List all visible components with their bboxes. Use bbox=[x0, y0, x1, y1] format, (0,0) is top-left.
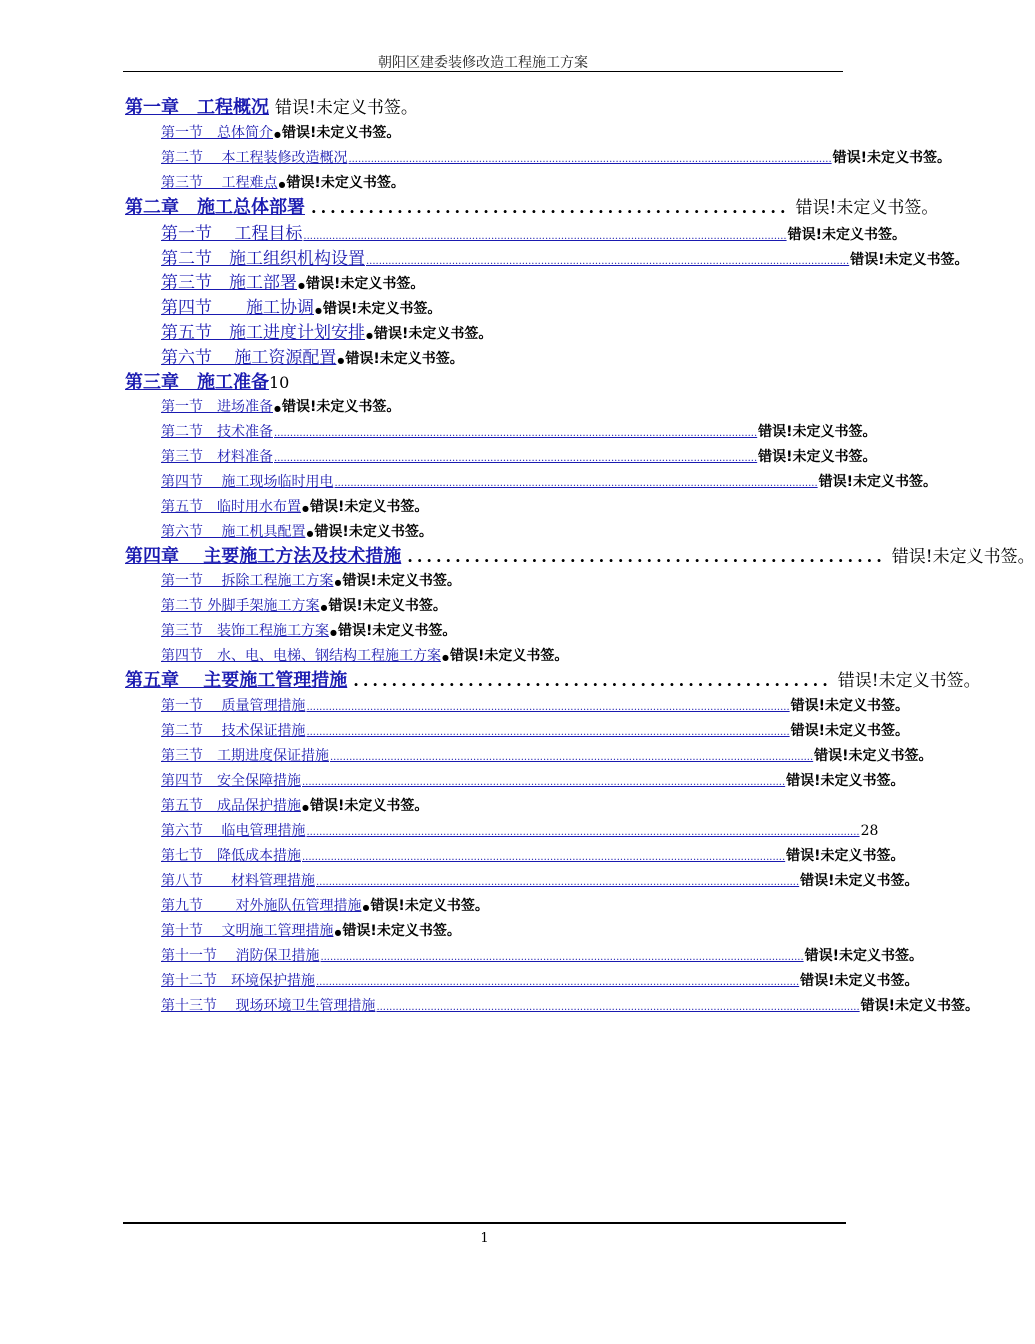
toc-entry-ref: 错误!未定义书签。 bbox=[795, 198, 939, 218]
toc-entry-ref: 错误!未定义书签。 bbox=[328, 598, 447, 614]
toc-entry-label[interactable]: 第一章 工程概况 bbox=[125, 97, 269, 118]
toc-section-3-5[interactable]: 第五节 临时用水布置 ● 错误!未定义书签。 bbox=[161, 496, 428, 516]
toc-section-5-5[interactable]: 第五节 成品保护措施 ● 错误!未定义书签。 bbox=[161, 795, 428, 815]
toc-entry-ref: 错误!未定义书签。 bbox=[309, 499, 429, 515]
toc-dot-leader: ........................................................................................................................................................ bbox=[376, 1002, 860, 1013]
toc-entry-label[interactable]: 第五章 主要施工管理措施 bbox=[125, 670, 348, 691]
toc-entry-label[interactable]: 第四节 施工现场临时用电 bbox=[161, 474, 334, 490]
toc-section-5-6[interactable] bbox=[161, 820, 879, 840]
toc-section-5-1[interactable] bbox=[161, 695, 910, 715]
toc-section-1-1[interactable]: 第一节 总体简介 ● 错误!未定义书签。 bbox=[161, 122, 400, 142]
toc-entry-label[interactable]: 第八节 材料管理措施 bbox=[161, 873, 315, 889]
toc-entry-label[interactable]: 第十节 文明施工管理措施 bbox=[161, 923, 334, 939]
toc-section-5-10[interactable]: 第十节 文明施工管理措施 ● 错误!未定义书签。 bbox=[161, 920, 461, 940]
toc-section-5-8[interactable] bbox=[161, 870, 919, 890]
toc-entry-ref: 错误!未定义书签。 bbox=[373, 326, 493, 342]
toc-entry-label[interactable]: 第四章 主要施工方法及技术措施 bbox=[125, 546, 402, 567]
toc-dot-leader: ........................................................................................................................................................ bbox=[330, 752, 814, 763]
toc-entry-label[interactable]: 第七节 降低成本措施 bbox=[161, 848, 301, 864]
toc-entry-ref: 错误!未定义书签。 bbox=[758, 449, 877, 465]
toc-entry-ref: 错误!未定义书签。 bbox=[818, 474, 938, 490]
toc-section-5-3[interactable] bbox=[161, 745, 933, 765]
toc-section-4-2[interactable]: 第二节 外脚手架施工方案 ● 错误!未定义书签。 bbox=[161, 595, 447, 615]
toc-entry-ref: 错误!未定义书签。 bbox=[786, 773, 905, 789]
toc-dot-leader: ........................................................................................................................................................ bbox=[306, 727, 790, 738]
toc-entry-ref: 错误!未定义书签。 bbox=[322, 301, 442, 317]
toc-section-5-13[interactable] bbox=[161, 995, 980, 1015]
toc-entry-ref: 错误!未定义书签。 bbox=[790, 723, 910, 739]
toc-entry-label[interactable]: 第二节 外脚手架施工方案 bbox=[161, 598, 320, 614]
toc-section-3-3[interactable] bbox=[161, 446, 877, 466]
toc-entry-label[interactable]: 第五节 成品保护措施 bbox=[161, 798, 301, 814]
toc-dot-leader: ........................................................................................................................................................ bbox=[302, 852, 786, 863]
toc-entry-ref: 错误!未定义书签。 bbox=[787, 227, 906, 243]
toc-entry-label[interactable]: 第四节 水、电、电梯、钢结构工程施工方案 bbox=[161, 648, 441, 664]
toc-entry-ref: 错误!未定义书签。 bbox=[281, 399, 401, 415]
toc-chapter-3[interactable] bbox=[125, 368, 289, 394]
toc-entry-ref: 错误!未定义书签。 bbox=[800, 873, 919, 889]
toc-section-3-2[interactable] bbox=[161, 421, 877, 441]
toc-chapter-4[interactable] bbox=[125, 542, 1035, 568]
toc-entry-ref: 错误!未定义书签。 bbox=[286, 175, 405, 191]
running-header: 朝阳区建委装修改造工程施工方案 bbox=[378, 55, 588, 71]
toc-chapter-1[interactable] bbox=[125, 93, 418, 119]
toc-dot-leader: ........................................................................................................................................................ bbox=[274, 453, 758, 464]
toc-entry-label[interactable]: 第六节 施工机具配置 bbox=[161, 524, 306, 540]
toc-entry-label[interactable]: 第二节 施工组织机构设置 bbox=[161, 249, 365, 269]
toc-section-5-4[interactable] bbox=[161, 770, 905, 790]
toc-entry-ref: 错误!未定义书签。 bbox=[832, 150, 952, 166]
toc-entry-label[interactable]: 第三章 施工准备 bbox=[125, 372, 269, 393]
toc-section-3-4[interactable] bbox=[161, 471, 938, 491]
toc-entry-label[interactable]: 第六节 临电管理措施 bbox=[161, 823, 306, 839]
toc-entry-ref: 错误!未定义书签。 bbox=[786, 848, 905, 864]
toc-entry-label[interactable]: 第四节 安全保障措施 bbox=[161, 773, 301, 789]
toc-entry-label[interactable]: 第二节 技术准备 bbox=[161, 424, 273, 440]
footer-rule bbox=[123, 1222, 846, 1224]
toc-section-5-11[interactable] bbox=[161, 945, 924, 965]
toc-dot-leader: .................................................. bbox=[311, 198, 790, 217]
toc-entry-label[interactable]: 第六节 施工资源配置 bbox=[161, 348, 337, 368]
toc-entry-label[interactable]: 第四节 施工协调 bbox=[161, 298, 314, 318]
toc-section-4-3[interactable]: 第三节 装饰工程施工方案 ● 错误!未定义书签。 bbox=[161, 620, 456, 640]
toc-chapter-5[interactable] bbox=[125, 666, 981, 692]
toc-dot-leader: ........................................................................................................................................................ bbox=[320, 952, 804, 963]
toc-dot-leader: ........................................................................................................................................................ bbox=[306, 702, 790, 713]
toc-section-3-6[interactable]: 第六节 施工机具配置 ● 错误!未定义书签。 bbox=[161, 521, 433, 541]
toc-dot-leader: ........................................................................................................................................................ bbox=[274, 428, 758, 439]
toc-dot-leader: ........................................................................................................................................................ bbox=[366, 256, 850, 267]
toc-dot-leader: ........................................................................................................................................................ bbox=[303, 231, 787, 242]
toc-entry-label[interactable]: 第九节 对外施队伍管理措施 bbox=[161, 898, 362, 914]
toc-entry-ref: 错误!未定义书签。 bbox=[342, 923, 461, 939]
toc-entry-label[interactable]: 第十一节 消防保卫措施 bbox=[161, 948, 320, 964]
toc-section-5-9[interactable]: 第九节 对外施队伍管理措施 ● 错误!未定义书签。 bbox=[161, 895, 489, 915]
toc-entry-label[interactable]: 第五节 施工进度计划安排 bbox=[161, 323, 365, 343]
toc-section-2-3[interactable]: 第三节 施工部署 ● 错误!未定义书签。 bbox=[161, 268, 424, 293]
toc-entry-ref: 错误!未定义书签。 bbox=[449, 648, 569, 664]
toc-entry-label[interactable]: 第一节 进场准备 bbox=[161, 399, 273, 415]
toc-entry-label[interactable]: 第五节 临时用水布置 bbox=[161, 499, 301, 515]
toc-section-5-7[interactable] bbox=[161, 845, 905, 865]
toc-entry-ref: 错误!未定义书签。 bbox=[309, 798, 429, 814]
toc-dot-leader: .................................................. bbox=[353, 671, 832, 690]
toc-section-1-3[interactable]: 第三节 工程难点 ● 错误!未定义书签。 bbox=[161, 172, 405, 192]
toc-dot-leader: .................................................. bbox=[407, 547, 886, 566]
toc-entry-ref: 错误!未定义书签。 bbox=[790, 698, 910, 714]
toc-entry-ref: 错误!未定义书签。 bbox=[860, 998, 980, 1014]
toc-entry-label[interactable]: 第三节 材料准备 bbox=[161, 449, 273, 465]
toc-entry-label[interactable]: 第一节 总体简介 bbox=[161, 125, 273, 141]
toc-entry-label[interactable]: 第三节 装饰工程施工方案 bbox=[161, 623, 329, 639]
toc-entry-ref: 错误!未定义书签。 bbox=[370, 898, 489, 914]
toc-entry-ref: 错误!未定义书签。 bbox=[837, 671, 981, 691]
toc-section-2-2[interactable] bbox=[161, 244, 969, 269]
toc-entry-ref: 错误!未定义书签。 bbox=[758, 424, 877, 440]
toc-entry-ref: 错误!未定义书签。 bbox=[850, 252, 969, 268]
toc-section-2-6[interactable]: 第六节 施工资源配置 ● 错误!未定义书签。 bbox=[161, 343, 464, 368]
toc-entry-label[interactable]: 第十二节 环境保护措施 bbox=[161, 973, 315, 989]
toc-entry-ref: 错误!未定义书签。 bbox=[804, 948, 924, 964]
page-number: 1 bbox=[480, 1231, 489, 1246]
toc-section-4-4[interactable]: 第四节 水、电、电梯、钢结构工程施工方案 ● 错误!未定义书签。 bbox=[161, 645, 568, 665]
toc-entry-ref: 错误!未定义书签。 bbox=[305, 276, 425, 292]
toc-section-2-1[interactable] bbox=[161, 219, 906, 244]
toc-dot-leader: ........................................................................................................................................................ bbox=[316, 877, 800, 888]
toc-entry-ref: 错误!未定义书签。 bbox=[314, 524, 433, 540]
toc-entry-label[interactable]: 第二节 技术保证措施 bbox=[161, 723, 306, 739]
toc-entry-label[interactable]: 第三节 工期进度保证措施 bbox=[161, 748, 329, 764]
toc-entry-label[interactable]: 第十三节 现场环境卫生管理措施 bbox=[161, 998, 376, 1014]
toc-section-4-1[interactable]: 第一节 拆除工程施工方案 ● 错误!未定义书签。 bbox=[161, 570, 461, 590]
toc-entry-label[interactable]: 第三节 施工部署 bbox=[161, 273, 297, 293]
toc-entry-label[interactable]: 第二节 本工程装修改造概况 bbox=[161, 150, 348, 166]
toc-dot-leader: ........................................................................................................................................................ bbox=[334, 478, 818, 489]
toc-entry-ref: 错误!未定义书签。 bbox=[345, 351, 464, 367]
toc-entry-page: 28 bbox=[860, 823, 879, 839]
toc-entry-ref: 错误!未定义书签。 bbox=[342, 573, 461, 589]
toc-entry-ref: 错误!未定义书签。 bbox=[800, 973, 919, 989]
toc-entry-ref: 错误!未定义书签。 bbox=[814, 748, 933, 764]
toc-entry-page: 10 bbox=[269, 373, 290, 392]
toc-entry-ref: 错误!未定义书签。 bbox=[275, 98, 418, 118]
toc-entry-label[interactable]: 第二章 施工总体部署 bbox=[125, 197, 305, 218]
toc-entry-label[interactable]: 第一节 工程目标 bbox=[161, 224, 303, 244]
toc-section-3-1[interactable]: 第一节 进场准备 ● 错误!未定义书签。 bbox=[161, 396, 400, 416]
toc-section-1-2[interactable] bbox=[161, 147, 952, 167]
toc-section-2-4[interactable]: 第四节 施工协调 ● 错误!未定义书签。 bbox=[161, 293, 441, 318]
toc-entry-ref: 错误!未定义书签。 bbox=[337, 623, 457, 639]
toc-dot-leader: ........................................................................................................................................................ bbox=[316, 977, 800, 988]
toc-entry-label[interactable]: 第一节 质量管理措施 bbox=[161, 698, 306, 714]
toc-section-5-2[interactable] bbox=[161, 720, 910, 740]
toc-chapter-2[interactable] bbox=[125, 193, 939, 219]
toc-entry-ref: 错误!未定义书签。 bbox=[281, 125, 401, 141]
toc-entry-ref: 错误!未定义书签。 bbox=[891, 547, 1035, 567]
toc-section-5-12[interactable] bbox=[161, 970, 919, 990]
toc-dot-leader: .............................................................................................................................................................................. bbox=[306, 827, 860, 838]
toc-dot-leader: ........................................................................................................................................................ bbox=[348, 154, 832, 165]
toc-dot-leader: ........................................................................................................................................................ bbox=[302, 777, 786, 788]
toc-entry-label[interactable]: 第三节 工程难点 bbox=[161, 175, 278, 191]
toc-section-2-5[interactable]: 第五节 施工进度计划安排 ● 错误!未定义书签。 bbox=[161, 318, 492, 343]
toc-entry-label[interactable]: 第一节 拆除工程施工方案 bbox=[161, 573, 334, 589]
